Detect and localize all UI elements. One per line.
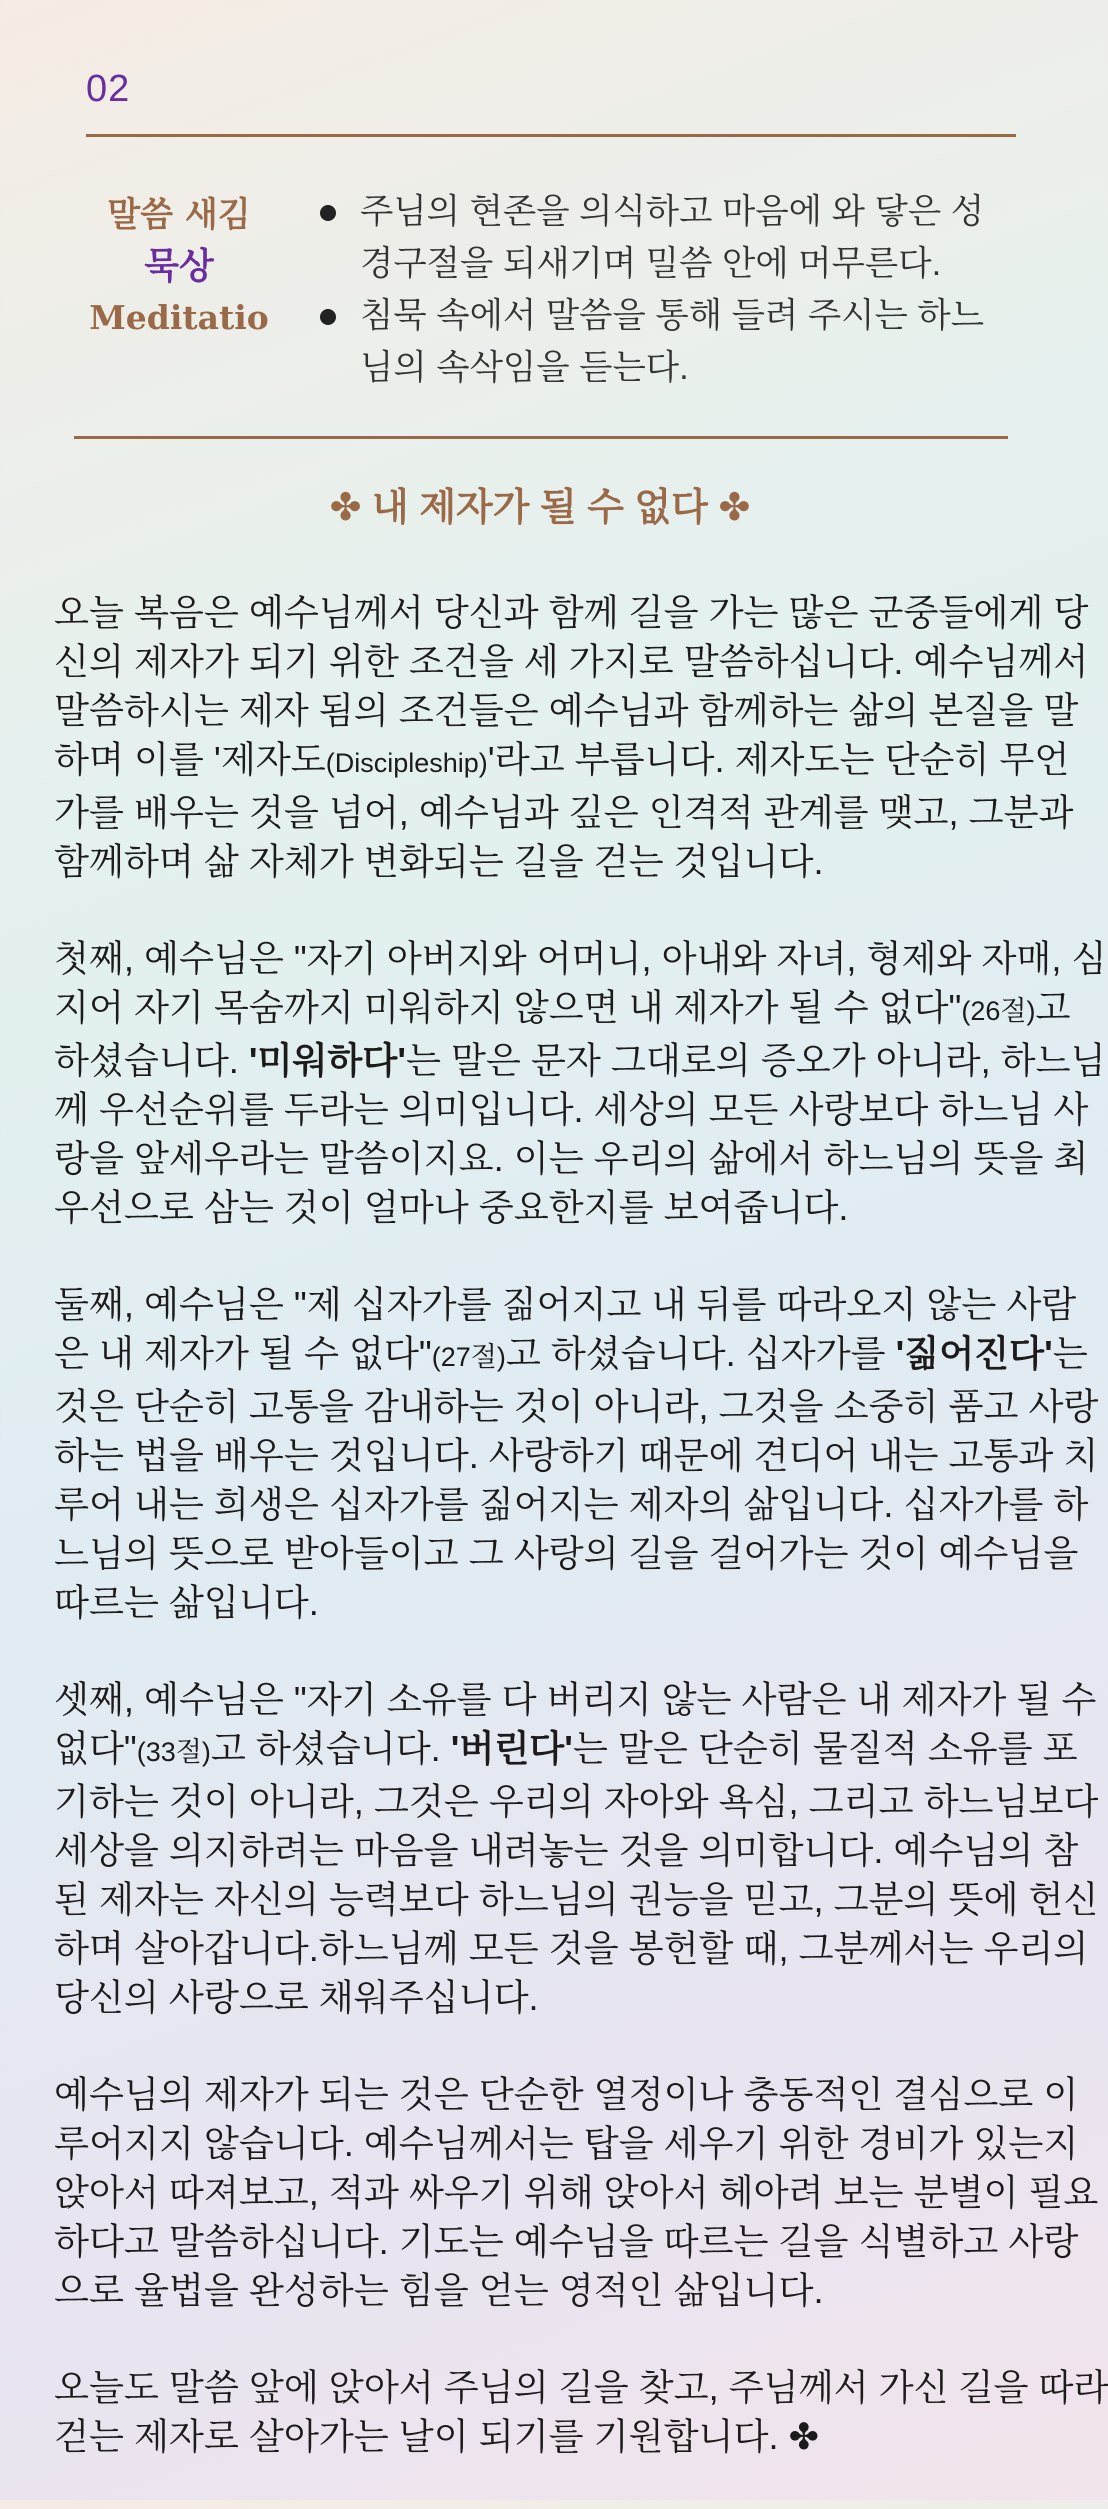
text-line: 께 우선순위를 두라는 의미입니다. 세상의 모든 사랑보다 하느님 사 (54, 1089, 1089, 1130)
text-segment: 고 (1035, 987, 1071, 1028)
emphasis-word: '미워하다' (248, 1040, 406, 1081)
bottom-divider (74, 436, 1008, 439)
paragraph-4 (54, 1675, 1099, 2022)
bullet-line: 님의 속삭임을 듣는다. (360, 349, 689, 387)
discipleship-note: (Discipleship) (325, 748, 488, 778)
verse-reference: (27절) (431, 1342, 506, 1372)
text-line: 루어지지 않습니다. 예수님께서는 탑을 세우기 위한 경비가 있는지 (54, 2123, 1079, 2164)
text-segment: 는 말은 단순히 물질적 소유를 포 (572, 1728, 1078, 1769)
emphasis-word: '버린다' (450, 1728, 573, 1769)
text-line: 랑을 앞세우라는 말씀이지요. 이는 우리의 삶에서 하느님의 뜻을 최 (54, 1138, 1089, 1179)
text-segment: 고 하셨습니다. 십자가를 (505, 1333, 896, 1374)
text-line: 함께하며 삶 자체가 변화되는 길을 걷는 것입니다. (54, 841, 824, 882)
text-segment: 하셨습니다. (54, 1040, 249, 1081)
text-line (54, 735, 1070, 788)
sidebar-line-1: 말씀 새김 (107, 195, 251, 235)
text-segment: 는 (1052, 1333, 1088, 1374)
paragraph-3 (54, 1280, 1099, 1627)
paragraph-1 (54, 588, 1089, 886)
paragraph-6 (54, 2363, 1108, 2461)
text-line (54, 983, 1071, 1036)
emphasis-word: '짊어진다' (895, 1333, 1053, 1374)
text-line: 하며 살아갑니다.하느님께 모든 것을 봉헌할 때, 그분께서는 우리의 (54, 1928, 1089, 1969)
text-segment: 은 내 제자가 될 수 없다" (54, 1333, 432, 1374)
bullet-item (318, 186, 1028, 290)
bullet-line: 침묵 속에서 말씀을 통해 들려 주시는 하느 (360, 297, 985, 335)
meditation-bullets (318, 186, 1028, 394)
text-line (54, 1329, 1088, 1382)
sidebar-line-2: 묵상 (144, 245, 214, 287)
sidebar-line-3: Meditatio (89, 298, 269, 337)
text-line: 것은 단순히 고통을 감내하는 것이 아니라, 그것을 소중히 품고 사랑 (54, 1386, 1099, 1427)
bullet-item (318, 290, 1028, 394)
reflection-body (54, 588, 1108, 2509)
text-line: 첫째, 예수님은 "자기 아버지와 어머니, 아내와 자녀, 형제와 자매, 심 (54, 938, 1107, 979)
text-line: 말씀하시는 제자 됨의 조건들은 예수님과 함께하는 삶의 본질을 말 (54, 690, 1079, 731)
text-line: 하는 법을 배우는 것입니다. 사랑하기 때문에 견디어 내는 고통과 치 (54, 1435, 1099, 1476)
text-line: 으로 율법을 완성하는 힘을 얻는 영적인 삶입니다. (54, 2270, 824, 2311)
text-segment: '라고 부릅니다. 제자도는 단순히 무언 (487, 739, 1070, 780)
text-line: 된 제자는 자신의 능력보다 하느님의 권능을 믿고, 그분의 뜻에 헌신 (54, 1879, 1099, 1920)
text-line (54, 2412, 1032, 2461)
text-segment: 없다" (54, 1728, 137, 1769)
text-line: 가를 배우는 것을 넘어, 예수님과 깊은 인격적 관계를 맺고, 그분과 (54, 792, 1074, 833)
text-line (54, 1724, 1078, 1777)
text-line: 우선으로 삼는 것이 얼마나 중요한지를 보여줍니다. (54, 1187, 849, 1228)
reflection-title (0, 476, 1080, 531)
bullet-line: 주님의 현존을 의식하고 마음에 와 닿은 성 (360, 193, 985, 231)
text-segment: 걷는 제자로 살아가는 날이 되기를 기원합니다. (54, 2416, 779, 2457)
text-line: 하다고 말씀하십니다. 기도는 예수님을 따르는 길을 식별하고 사랑 (54, 2221, 1079, 2262)
paragraph-5 (54, 2070, 1099, 2315)
verse-reference: (33절) (136, 1737, 211, 1767)
sidebar-label (70, 190, 288, 344)
text-segment: 하며 이를 '제자도 (54, 739, 326, 780)
bullet-line: 경구절을 되새기며 밀씀 안에 머무른다. (360, 245, 942, 283)
text-segment: 지어 자기 목숨까지 미워하지 않으면 내 제자가 될 수 없다" (54, 987, 962, 1028)
text-line: 예수님의 제자가 되는 것은 단순한 열정이나 충동적인 결심으로 이 (54, 2074, 1079, 2115)
paragraph-2 (54, 934, 1107, 1232)
text-line: 앉아서 따져보고, 적과 싸우기 위해 앉아서 헤아려 보는 분별이 필요 (54, 2172, 1099, 2213)
clover-icon: ✤ (329, 487, 362, 529)
title-text: 내 제자가 될 수 없다 (372, 487, 708, 529)
top-divider (86, 134, 1016, 137)
text-segment: 는 말은 문자 그대로의 증오가 아니라, 하느님 (405, 1040, 1106, 1081)
text-line (54, 1036, 1106, 1085)
clover-icon: ✤ (788, 2416, 819, 2457)
text-line: 세상을 의지하려는 마음을 내려놓는 것을 의미합니다. 예수님의 참 (54, 1830, 1079, 1871)
text-line: 느님의 뜻으로 받아들이고 그 사랑의 길을 걸어가는 것이 예수님을 (54, 1533, 1079, 1574)
text-line: 신의 제자가 되기 위한 조건을 세 가지로 말씀하십니다. 예수님께서 (54, 641, 1089, 682)
clover-icon: ✤ (718, 487, 751, 529)
text-line: 오늘도 말씀 앞에 앉아서 주님의 길을 찾고, 주님께서 가신 길을 따라 (54, 2367, 1108, 2408)
text-line: 오늘 복음은 예수님께서 당신과 함께 길을 가는 많은 군중들에게 당 (54, 592, 1089, 633)
text-line: 따르는 삶입니다. (54, 1582, 319, 1623)
text-line: 둘째, 예수님은 "제 십자가를 짊어지고 내 뒤를 따라오지 않는 사람 (54, 1284, 1077, 1325)
text-line: 셋째, 예수님은 "자기 소유를 다 버리지 않는 사람은 내 제자가 될 수 (54, 1679, 1097, 1720)
text-line: 루어 내는 희생은 십자가를 짊어지는 제자의 삶입니다. 십자가를 하 (54, 1484, 1089, 1525)
text-line: 기하는 것이 아니라, 그것은 우리의 자아와 욕심, 그리고 하느님보다 (54, 1781, 1099, 1822)
text-segment: 고 하셨습니다. (210, 1728, 451, 1769)
verse-reference: (26절) (961, 996, 1036, 1026)
text-line: 당신의 사랑으로 채워주십니다. (54, 1977, 539, 2018)
section-number: 02 (86, 68, 131, 110)
